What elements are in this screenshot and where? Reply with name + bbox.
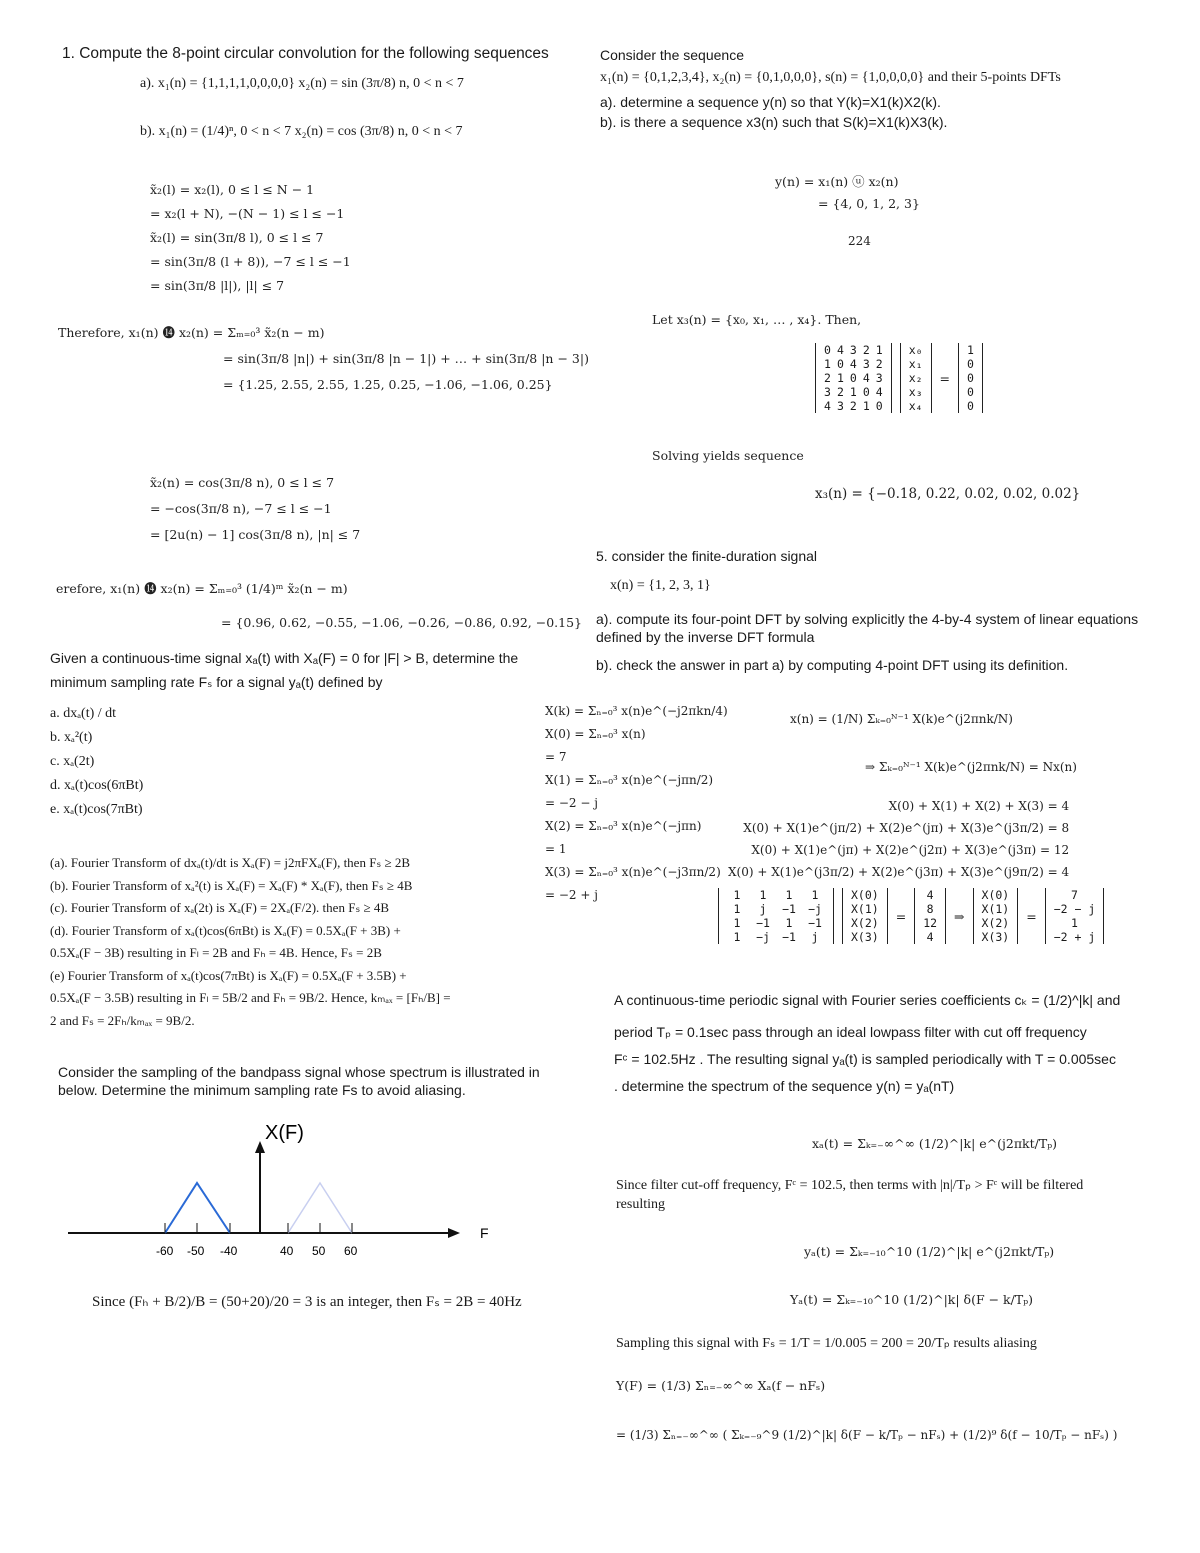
problem2-answers [50,852,451,1032]
problem2-item-c: c. xₐ(2t) [50,754,95,769]
sampling-statement: Sampling this signal with Fₛ = 1/T = 1/0.005 = 200 = 20/Tₚ results aliasing [616,1336,1037,1351]
x-axis-label: F [480,1225,489,1241]
idft-implication: ⇒ Σₖ₌₀ᴺ⁻¹ X(k)e^(j2πnk/N) = Nx(n) [865,760,1077,774]
problem1-part-b: b). x₁(n) = (1/4)ⁿ, 0 < n < 7 x₂(n) = cos (3π/8) n, 0 < n < 7 [140,124,463,139]
tick-label: 60 [344,1244,358,1258]
matrix-cell: 1 [836,371,844,385]
sol-a-line: x̃₂(l) = x₂(l), 0 ≤ l ≤ N − 1 [150,182,315,197]
idft-eq: X(0) + X(1)e^(jπ) + X(2)e^(j2π) + X(3)e^(j3π) = 12 [751,843,1070,857]
dft-result-vector [1045,888,1105,944]
matrix-cell: −1 [782,930,796,944]
sol-b-line: = [2u(n) − 1] cos(3π/8 n), |n| ≤ 7 [150,527,361,542]
dft-matrix-system [718,888,1104,944]
problem1-solution-b-sum [56,572,582,640]
bandpass-spectrum-figure [60,1115,500,1260]
matrix-cell: 0 [849,371,857,385]
problem1-part-a: a). x₁(n) = {1,1,1,1,0,0,0,0} x₂(n) = sin (3π/8) n, 0 < n < 7 [140,76,464,91]
matrix-cell: 1 [785,888,793,902]
matrix-cell: 1 [862,399,870,413]
matrix-cell: 3 [824,385,831,399]
vector-cell: 1 [1071,916,1078,930]
sol-b-line: erefore, x₁(n) ⓮ x₂(n) = Σₘ₌₀³ (1/4)ᵐ x̃₂(n − m) [56,581,348,596]
matrix-cell: −1 [782,902,796,916]
vector-cell: X(0) [981,888,1010,902]
sampled-spectrum-eq: Y(F) = (1/3) Σₙ₌₋∞^∞ Xₐ(f − nFₛ) [616,1378,826,1393]
tick-label: 40 [280,1244,294,1258]
matrix-cell: 3 [836,399,844,413]
matrix-cell: 1 [824,357,831,371]
sol-b-line: x̃₂(n) = cos(3π/8 n), 0 ≤ l ≤ 7 [150,475,335,490]
answer-b: (b). Fourier Transform of xₐ²(t) is Xₐ(F) = Xₐ(F) * Xₐ(F), then Fₛ ≥ 4B [50,877,413,893]
equals-sign: = [895,908,907,924]
vector-cell: X(1) [981,902,1010,916]
problem2-item-e: e. xₐ(t)cos(7πBt) [50,802,143,817]
sol-a-line: = sin(3π/8 |l|), |l| ≤ 7 [150,278,285,293]
vector-cell: x₀ [908,343,923,357]
fourier-series-eq: xₐ(t) = Σₖ₌₋∞^∞ (1/2)^|k| e^(j2πkt/Tₚ) [812,1136,1058,1151]
problem4-sequences: x₁(n) = {0,1,2,3,4}, x₂(n) = {0,1,0,0,0}, s(n) = {1,0,0,0,0} and their 5-points DFTs [600,70,1061,85]
answer-e-cont: 0.5Xₐ(F − 3.5B) resulting in Fₗ = 5B/2 and Fₕ = 9B/2. Hence, kₘₐₓ = [Fₕ/B] = [50,990,451,1005]
vector-cell: 0 [967,399,974,413]
matrix-cell: j [759,902,767,916]
problem6-text-4: . determine the spectrum of the sequence y(n) = yₐ(nT) [614,1078,955,1094]
matrix-cell: 2 [862,343,870,357]
vector-cell: X(1) [851,902,879,916]
matrix-cell: 2 [875,357,883,371]
problem5-signal: x(n) = {1, 2, 3, 1} [610,578,711,593]
vector-cell: X(3) [981,930,1010,944]
sol-a-line: Therefore, x₁(n) ⓮ x₂(n) = Σₘ₌₀³ x̃₂(n − m) [58,325,325,340]
matrix-cell: −j [808,902,822,916]
matrix-cell: 1 [875,343,883,357]
dft-line: X(3) = Σₙ₌₀³ x(n)e^(−j3πn/2) [545,865,721,879]
problem1-solution-a [150,178,351,298]
idft-formula: x(n) = (1/N) Σₖ₌₀ᴺ⁻¹ X(k)e^(j2πnk/N) [790,712,1013,726]
matrix-cell: 1 [733,930,741,944]
problem4-part-b: b). is there a sequence x3(n) such that S(k)=X1(k)X3(k). [600,114,948,130]
matrix-cell: 4 [849,357,857,371]
matrix-cell: j [811,930,819,944]
problem5-part-a-1: a). compute its four-point DFT by solving explicitly the 4-by-4 system of linear equations [596,611,1139,627]
matrix-cell: 4 [824,399,831,413]
filter-explanation-1: Since filter cut-off frequency, Fᶜ = 102.5, then terms with |n|/Tₚ > Fᶜ will be filtered [616,1178,1084,1193]
problem6-text-2: period Tₚ = 0.1sec pass through an ideal lowpass filter with cut off frequency [614,1024,1087,1040]
filtered-signal-eq: yₐ(t) = Σₖ₌₋₁₀^10 (1/2)^|k| e^(j2πkt/Tₚ) [804,1244,1055,1259]
x3-result: x₃(n) = {−0.18, 0.22, 0.02, 0.02, 0.02} [815,486,1081,502]
idft-eq: X(0) + X(1)e^(j3π/2) + X(2)e^(j3π) + X(3)e^(j9π/2) = 4 [728,865,1070,879]
matrix-cell: 3 [862,357,870,371]
tick-label: -40 [220,1244,238,1258]
answer-e: (e) Fourier Transform of xₐ(t)cos(7πBt) is Xₐ(F) = 0.5Xₐ(F + 3.5B) + [50,967,407,983]
dft-line: X(k) = Σₙ₌₀³ x(n)e^(−j2πkn/4) [545,704,728,718]
vector-cell: 12 [923,916,938,930]
matrix-cell: 1 [849,385,857,399]
problem2-items [50,702,143,822]
vector-cell: 4 [926,930,934,944]
answer-c: (c). Fourier Transform of xₐ(2t) is Xₐ(F) = 2Xₐ(F/2). then Fₛ ≥ 4B [50,900,390,915]
matrix-cell: 3 [875,371,883,385]
matrix-cell: −1 [756,916,770,930]
problem4-part-a: a). determine a sequence y(n) so that Y(k)=X1(k)X2(k). [600,94,941,110]
tick-label: 50 [312,1244,326,1258]
matrix-cell: 0 [862,385,870,399]
problem5-part-b: b). check the answer in part a) by computing 4-point DFT using its definition. [596,657,1069,673]
sol-a-line: x̃₂(l) = sin(3π/8 l), 0 ≤ l ≤ 7 [150,230,324,245]
matrix-cell: 1 [759,888,767,902]
problem2-intro-1: Given a continuous-time signal xₐ(t) with Xₐ(F) = 0 for |F| > B, determine the [50,650,519,666]
matrix-cell: 2 [849,399,857,413]
unknown-vector [900,343,932,413]
dft-line: = −2 − j [545,796,598,810]
sol-a-result: = {1.25, 2.55, 2.55, 1.25, 0.25, −1.06, −1.06, 0.25} [223,377,553,392]
sol-b-line: = −cos(3π/8 n), −7 ≤ l ≤ −1 [150,501,332,516]
matrix-cell: −j [756,930,770,944]
dft-line: X(2) = Σₙ₌₀³ x(n)e^(−jπn) [545,819,702,833]
idft-eq: X(0) + X(1) + X(2) + X(3) = 4 [888,799,1070,813]
vector-cell: X(2) [981,916,1010,930]
problem4-intro: Consider the sequence [600,47,744,63]
matrix-cell: 1 [733,888,741,902]
matrix-cell: 0 [875,399,883,413]
answer-e-final: 2 and Fₛ = 2Fₕ/kₘₐₓ = 9B/2. [50,1012,195,1028]
sol-a-line: = sin(3π/8 |n|) + sin(3π/8 |n − 1|) + … + sin(3π/8 |n − 3|) [223,351,589,366]
solving-text: Solving yields sequence [652,448,804,463]
rhs-vector [958,343,983,413]
let-statement: Let x₃(n) = {x₀, x₁, … , x₄}. Then, [652,312,862,327]
filter-explanation-2: resulting [616,1197,665,1212]
vector-cell: x₁ [908,357,923,371]
vector-cell: 1 [967,343,974,357]
matrix-cell: −1 [808,916,822,930]
vector-cell: 0 [967,357,974,371]
tick-label: -60 [156,1244,174,1258]
problem2-item-b: b. xₐ²(t) [50,730,93,745]
problem6-text-3: Fᶜ = 102.5Hz . The resulting signal yₐ(t) is sampled periodically with T = 0.005sec [614,1051,1116,1067]
problem2-item-d: d. xₐ(t)cos(6πBt) [50,778,144,793]
idft-eq: X(0) + X(1)e^(jπ/2) + X(2)e^(jπ) + X(3)e^(j3π/2) = 8 [743,821,1070,835]
problem1-solution-b [150,470,360,548]
matrix-cell: 4 [875,385,883,399]
vector-cell: −2 − j [1053,902,1096,916]
matrix-cell: 4 [862,371,870,385]
y-convolution: y(n) = x₁(n) ⓤ x₂(n) [775,174,899,189]
filtered-spectrum-eq: Yₐ(t) = Σₖ₌₋₁₀^10 (1/2)^|k| δ(F − k/Tₚ) [790,1292,1034,1307]
spectrum-title: X(F) [265,1122,304,1144]
implies-arrow: ⇒ [954,908,965,924]
problem6-text-1: A continuous-time periodic signal with Fourier series coefficients cₖ = (1/2)^|k| and [614,992,1121,1008]
equals-sign: = [939,370,951,386]
dft-line: X(0) = Σₙ₌₀³ x(n) [545,727,646,741]
matrix-cell: 2 [824,371,831,385]
answer-d-cont: 0.5Xₐ(F − 3B) resulting in Fₗ = 2B and Fₕ = 4B. Hence, Fₛ = 2B [50,945,382,960]
dft-matrix [718,888,834,944]
vector-cell: 8 [926,902,934,916]
dft-line: = −2 + j [545,888,598,902]
idft-equations [728,795,1069,883]
problem1-heading: 1. Compute the 8-point circular convolution for the following sequences [62,45,549,62]
dft-line: = 1 [545,842,567,856]
y-result: = {4, 0, 1, 2, 3} [818,196,920,211]
vector-cell: 0 [967,371,974,385]
vector-cell: 7 [1071,888,1078,902]
vector-cell: X(3) [851,930,879,944]
dft-definition-work [545,700,728,907]
sol-b-result: = {0.96, 0.62, −0.55, −1.06, −0.26, −0.86, 0.92, −0.15} [221,615,583,630]
vector-cell: 0 [967,385,974,399]
problem3-text-1: Consider the sampling of the bandpass signal whose spectrum is illustrated in [58,1064,540,1080]
sol-a-line: = x₂(l + N), −(N − 1) ≤ l ≤ −1 [150,206,345,221]
problem1-solution-a-sum [58,320,589,398]
vector-cell: 4 [926,888,934,902]
problem2-item-a: a. dxₐ(t) / dt [50,706,117,721]
matrix-cell: 0 [824,343,831,357]
tick-label: -50 [187,1244,205,1258]
vector-cell: x₂ [908,371,923,385]
page-number: 224 [848,234,871,248]
problem3-answer: Since (Fₕ + B/2)/B = (50+20)/20 = 3 is an integer, then Fₛ = 2B = 40Hz [92,1294,522,1310]
circulant-system [815,343,983,413]
answer-d: (d). Fourier Transform of xₐ(t)cos(6πBt) is Xₐ(F) = 0.5Xₐ(F + 3B) + [50,922,401,938]
matrix-cell: 1 [811,888,819,902]
dft-unknown-vector [842,888,888,944]
matrix-cell: 1 [733,902,741,916]
problem5-part-a-2: defined by the inverse DFT formula [596,629,815,645]
matrix-cell: 2 [836,385,844,399]
matrix-cell: 4 [836,343,844,357]
vector-cell: x₃ [908,385,923,399]
matrix-cell: 3 [849,343,857,357]
y-axis-arrow [255,1141,265,1153]
circulant-matrix [815,343,892,413]
dft-line: X(1) = Σₙ₌₀³ x(n)e^(−jπn/2) [545,773,714,787]
matrix-cell: 1 [733,916,741,930]
matrix-cell: 1 [785,916,793,930]
sampled-spectrum-expansion: = (1/3) Σₙ₌₋∞^∞ ( Σₖ₌₋₉^9 (1/2)^|k| δ(F − k/Tₚ − nFₛ) + (1/2)⁹ δ(f − 10/Tₚ − nFₛ) ) [616,1428,1118,1442]
matrix-cell: 0 [836,357,844,371]
answer-a: (a). Fourier Transform of dxₐ(t)/dt is Xₐ(F) = j2πFXₐ(F), then Fₛ ≥ 2B [50,855,411,870]
equals-sign: = [1026,908,1037,924]
dft-line: = 7 [545,750,567,764]
vector-cell: −2 + j [1053,930,1096,944]
dft-result-lhs [973,888,1019,944]
vector-cell: X(2) [851,916,879,930]
problem2-intro-2: minimum sampling rate Fₛ for a signal yₐ(t) defined by [50,674,383,690]
problem5-heading: 5. consider the finite-duration signal [596,548,818,564]
problem3-text-2: below. Determine the minimum sampling rate Fs to avoid aliasing. [58,1082,466,1098]
sol-a-line: = sin(3π/8 (l + 8)), −7 ≤ l ≤ −1 [150,254,351,269]
vector-cell: X(0) [851,888,879,902]
dft-rhs-vector [914,888,946,944]
x-axis-arrow [448,1228,460,1238]
vector-cell: x₄ [908,399,923,413]
